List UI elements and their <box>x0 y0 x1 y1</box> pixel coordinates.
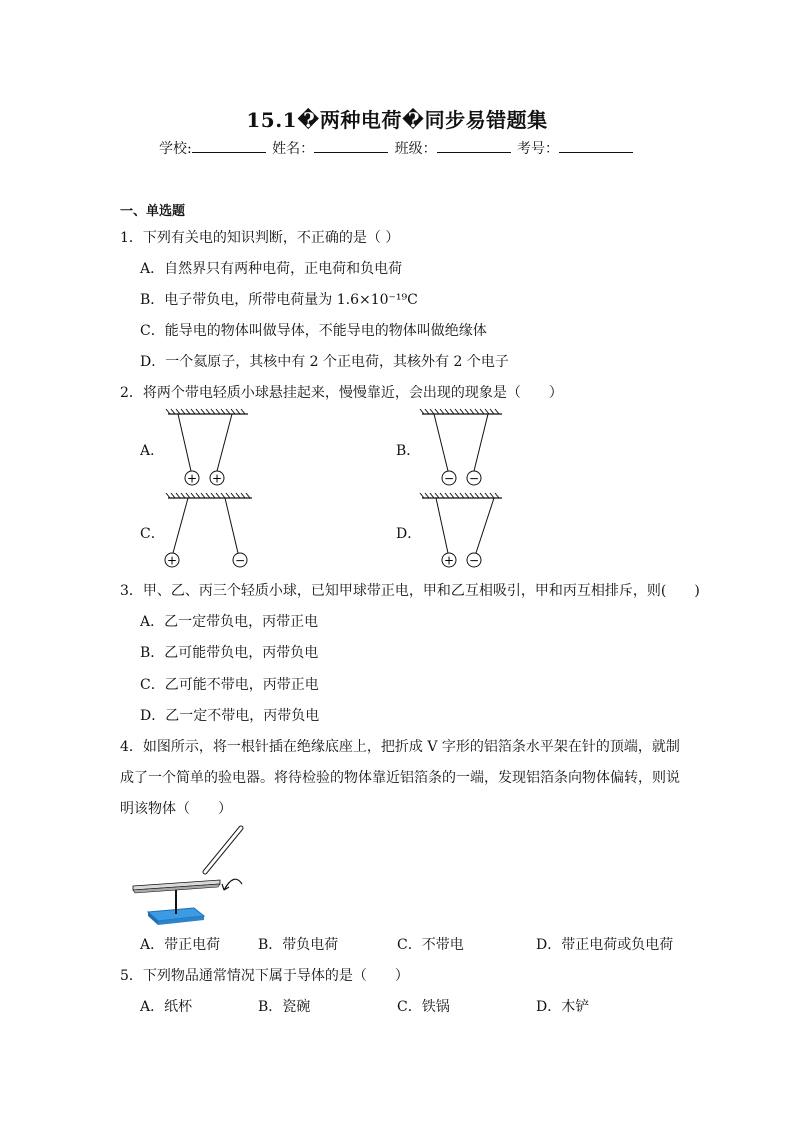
q5-option-d: D．木铲 <box>536 999 590 1015</box>
q2-figure-d <box>414 492 514 572</box>
class-label: 班级： <box>394 141 437 157</box>
plus-sign: + <box>443 553 455 568</box>
q1-stem: 1．下列有关电的知识判断，不正确的是（ ） <box>120 230 400 246</box>
minus-sign: − <box>468 553 480 568</box>
q2-figure-b <box>414 408 514 488</box>
q4-stem-line-2: 成了一个简单的验电器。将待检验的物体靠近铝箔条的一端，发现铝箔条向物体偏转，则说 <box>120 770 680 786</box>
q4-option-d: D．带正电荷或负电荷 <box>536 937 674 953</box>
q4-option-b: B．带负电荷 <box>258 937 339 953</box>
plus-sign: + <box>211 471 223 486</box>
name-label: 姓名： <box>272 141 315 157</box>
exam-blank <box>559 140 633 153</box>
name-blank <box>314 140 388 153</box>
page-title: 15.1�两种电荷�同步易错题集 <box>246 108 548 132</box>
plus-sign: + <box>166 553 178 568</box>
q4-stem-line-1: 4．如图所示，将一根针插在绝缘底座上，把折成 V 字形的铝箔条水平架在针的顶端，就制 <box>120 739 680 755</box>
q3-stem: 3．甲、乙、丙三个轻质小球，已知甲球带正电，甲和乙互相吸引，甲和丙互相排斥，则( ) <box>120 583 700 599</box>
student-info-line <box>0 138 794 158</box>
q1-option-a: A．自然界只有两种电荷，正电荷和负电荷 <box>140 261 403 277</box>
section-heading: 一、单选题 <box>120 204 186 219</box>
class-blank <box>437 140 511 153</box>
q3-option-b: B．乙可能带负电，丙带负电 <box>140 645 319 661</box>
plus-sign: + <box>186 471 198 486</box>
q5-stem: 5．下列物品通常情况下属于导体的是（ ） <box>120 968 409 984</box>
q4-stem-line-3: 明该物体（ ） <box>120 801 232 817</box>
school-blank <box>192 140 266 153</box>
q2-label-d: D． <box>396 526 422 542</box>
q2-label-a: A． <box>140 443 165 459</box>
q2-figure-c <box>160 492 260 572</box>
q3-option-a: A．乙一定带负电，丙带正电 <box>140 614 319 630</box>
q5-option-c: C．铁锅 <box>397 999 450 1015</box>
q1-option-b: B．电子带负电，所带电荷量为 1.6×10⁻¹⁹C <box>140 292 418 308</box>
school-label: 学校: <box>158 141 192 157</box>
minus-sign: − <box>234 553 246 568</box>
q4-option-c: C．不带电 <box>397 937 464 953</box>
minus-sign: − <box>468 471 480 486</box>
q2-stem: 2．将两个带电轻质小球悬挂起来，慢慢靠近，会出现的现象是（ ） <box>120 385 563 401</box>
q3-option-c: C．乙可能不带电，丙带正电 <box>140 677 319 693</box>
q5-option-b: B．瓷碗 <box>258 999 311 1015</box>
q2-label-b: B． <box>396 443 421 459</box>
minus-sign: − <box>443 471 455 486</box>
q2-label-c: C． <box>140 526 165 542</box>
q1-option-c: C．能导电的物体叫做导体，不能导电的物体叫做绝缘体 <box>140 323 487 339</box>
q1-option-d: D．一个氦原子，其核中有 2 个正电荷，其核外有 2 个电子 <box>140 354 509 370</box>
exam-label: 考号： <box>517 141 560 157</box>
q5-option-a: A．纸杯 <box>140 999 193 1015</box>
electroscope-figure <box>128 824 258 930</box>
q2-figure-a <box>160 408 260 488</box>
q3-option-d: D．乙一定不带电，丙带负电 <box>140 708 320 724</box>
q4-option-a: A．带正电荷 <box>140 937 221 953</box>
